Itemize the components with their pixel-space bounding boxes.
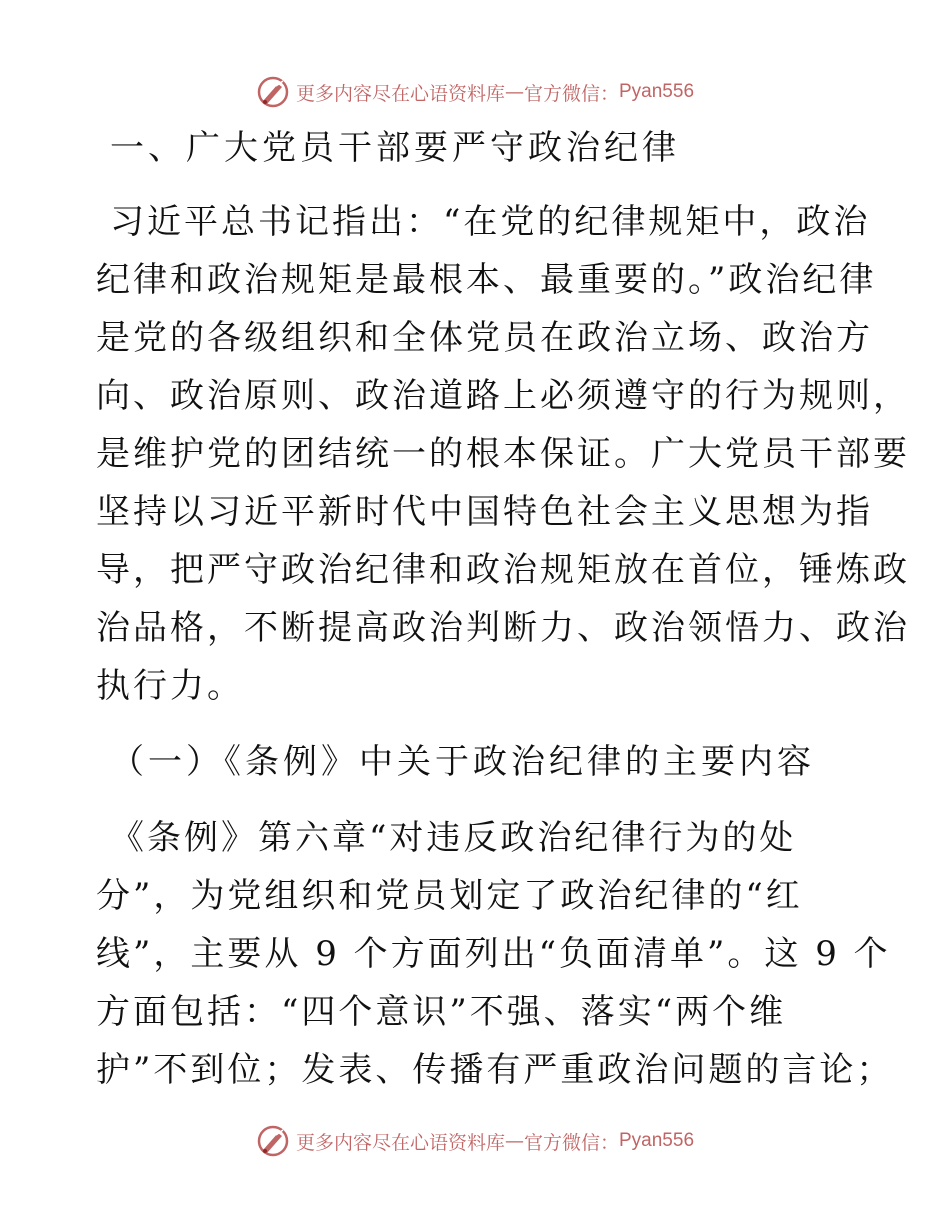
paragraph-line: 线”，主要从 9 个方面列出“负面清单”。这 9 个 (96, 934, 891, 974)
watermark-sub-text: 官方微信： (523, 82, 619, 105)
watermark-footer (0, 1121, 950, 1161)
watermark-main-text: 更多内容尽在心语资料库 (295, 1131, 505, 1154)
subsection-heading: （一）《条例》中关于政治纪律的主要内容 (110, 742, 815, 782)
pen-logo-icon (256, 75, 290, 109)
paragraph-line: 《条例》第六章“对违反政治纪律行为的处 (110, 818, 797, 858)
watermark-wechat-id: Pyan556 (619, 1130, 695, 1151)
paragraph-line: 导，把严守政治纪律和政治规矩放在首位，锤炼政 (96, 550, 910, 590)
paragraph-line: 方面包括：“四个意识”不强、落实“两个维 (96, 992, 787, 1032)
paragraph-line: 习近平总书记指出：“在党的纪律规矩中，政治 (110, 202, 871, 242)
paragraph-line: 分”，为党组织和党员划定了政治纪律的“红 (96, 876, 803, 916)
paragraph-line: 坚持以习近平新时代中国特色社会主义思想为指 (96, 492, 873, 532)
watermark-sub-text: 官方微信： (523, 1131, 619, 1154)
pen-logo-icon (256, 1124, 290, 1158)
watermark-main-text: 更多内容尽在心语资料库 (295, 82, 505, 105)
watermark-dash: — (504, 1130, 524, 1152)
paragraph-line: 护”不到位；发表、传播有严重政治问题的言论； (96, 1050, 894, 1090)
paragraph-line: 向、政治原则、政治道路上必须遵守的行为规则， (96, 376, 910, 416)
watermark-dash: — (504, 81, 524, 103)
section-heading: 一、广大党员干部要严守政治纪律 (110, 128, 680, 168)
paragraph-line: 是党的各级组织和全体党员在政治立场、政治方 (96, 318, 873, 358)
watermark-header (0, 72, 950, 112)
paragraph-line: 是维护党的团结统一的根本保证。广大党员干部要 (96, 434, 910, 474)
paragraph-line: 纪律和政治规矩是最根本、最重要的。”政治纪律 (96, 260, 877, 300)
paragraph-line: 治品格，不断提高政治判断力、政治领悟力、政治 (96, 608, 910, 648)
watermark-wechat-id: Pyan556 (619, 81, 695, 102)
paragraph-line: 执行力。 (96, 666, 244, 706)
